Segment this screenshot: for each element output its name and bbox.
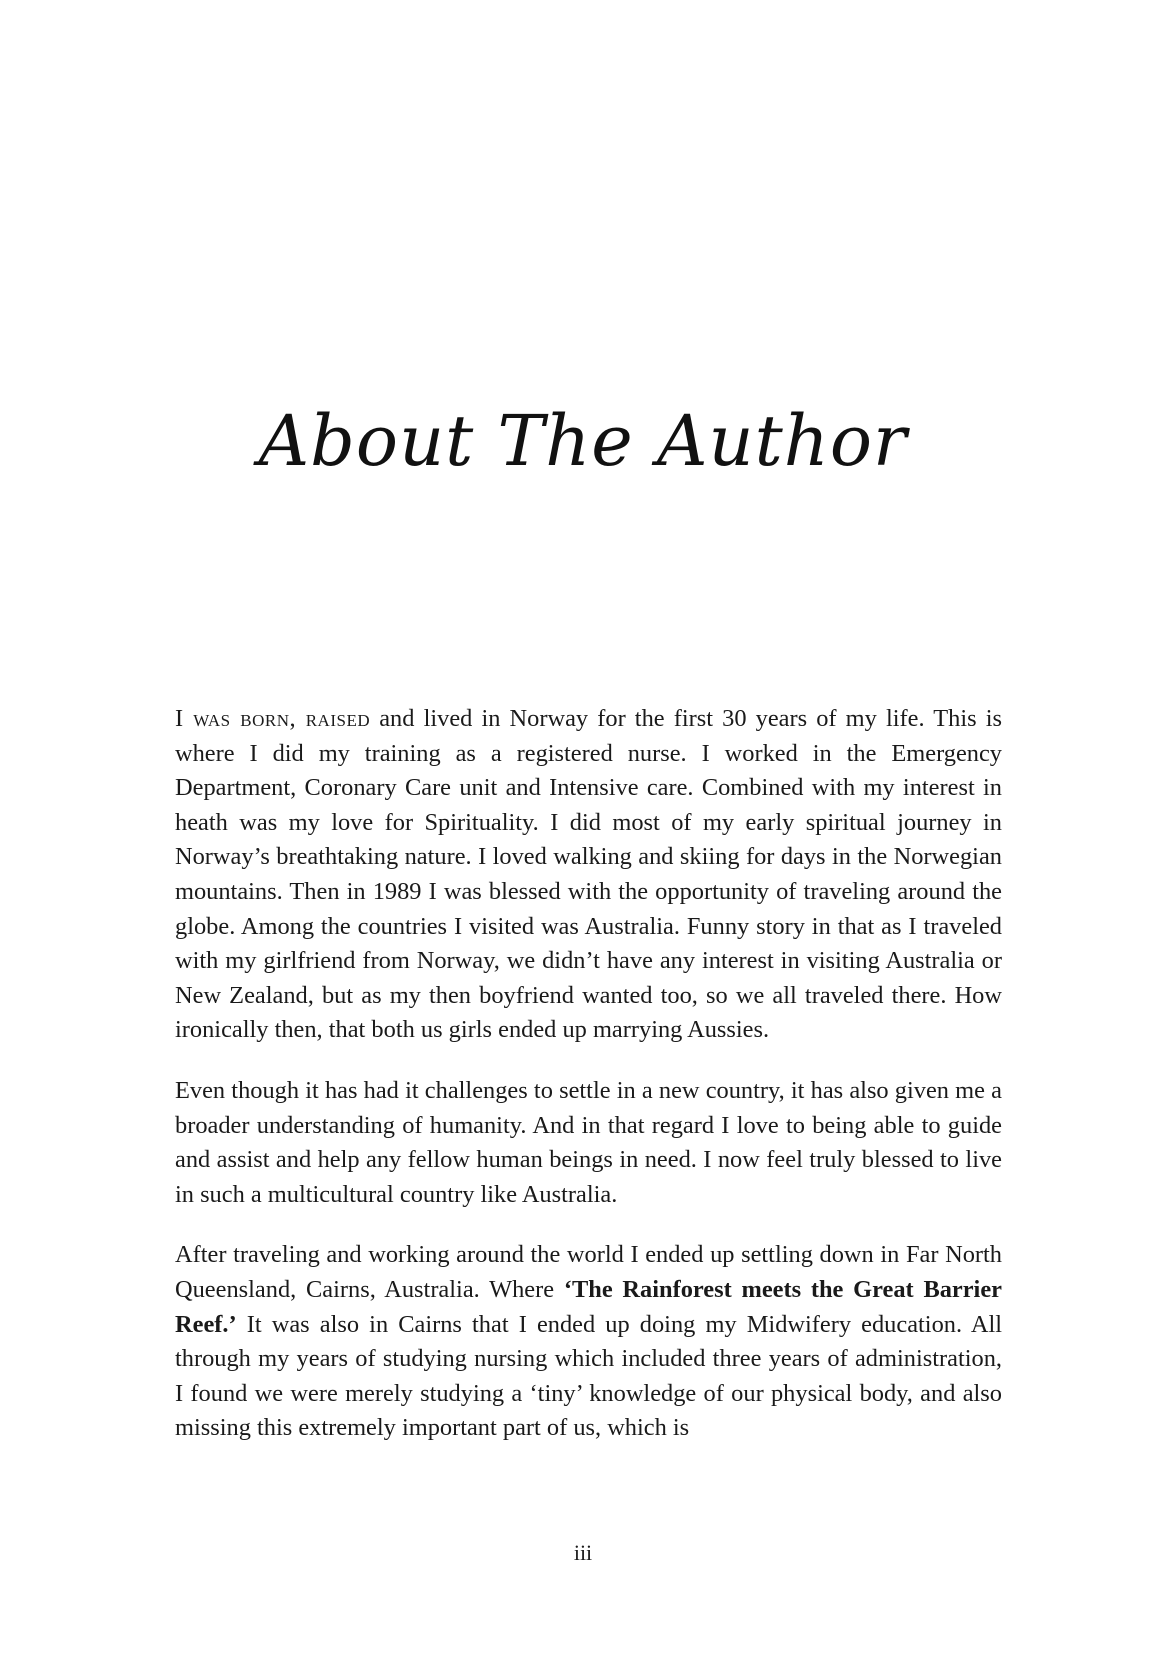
chapter-title: About The Author bbox=[258, 400, 908, 482]
paragraph-2: Even though it has had it challenges to settle in a new country, it has also given me a broader understanding of humanity. And in that regard I love to being able to guide and assist and help any fellow human beings in need. I now feel truly blessed to live in such a multicultural country like Australia. bbox=[175, 1076, 1002, 1208]
paragraph-3-before: After traveling and working around the world I ended up settling down in Far North Queensland, Cairns, Australia. Where bbox=[175, 1241, 1002, 1303]
paragraph-3-emphasis: ‘The Rainforest meets the Great Barrier Reef.’ bbox=[175, 1275, 1002, 1338]
body-text bbox=[175, 702, 1002, 1472]
paragraph-1-text: and lived in Norway for the first 30 years of my life. This is where I did my training as a registered nurse. I worked in the Emergency Department, Coronary Care unit and Intensive care. Combined with my interest in heath was my love for Spirituality. I did most of my early spiritual journey in Norway’s breathtaking nature. I loved walking and skiing for days in the Norwegian mountains. Then in 1989 I was blessed with the opportunity of traveling around the globe. Among the countries I visited was Australia. Funny story in that as I traveled with my girlfriend from Norway, we didn’t have any interest in visiting Australia or New Zealand, but as my then boyfriend wanted too, so we all traveled there. How ironically then, that both us girls ended up marrying Aussies. bbox=[175, 705, 1003, 1044]
page-number: iii bbox=[573, 1540, 593, 1565]
paragraph-1-lead-in: I was born, raised bbox=[175, 705, 371, 732]
paragraph-3-after: It was also in Cairns that I ended up doing my Midwifery education. All through my years of studying nursing which included three years of administration, I found we were merely studying a ‘tiny’ knowledge of our physical body, and also missing this extremely important part of us, which is bbox=[175, 1310, 1002, 1442]
paragraph-3 bbox=[175, 1238, 1002, 1446]
paragraph-1 bbox=[175, 702, 1002, 1048]
